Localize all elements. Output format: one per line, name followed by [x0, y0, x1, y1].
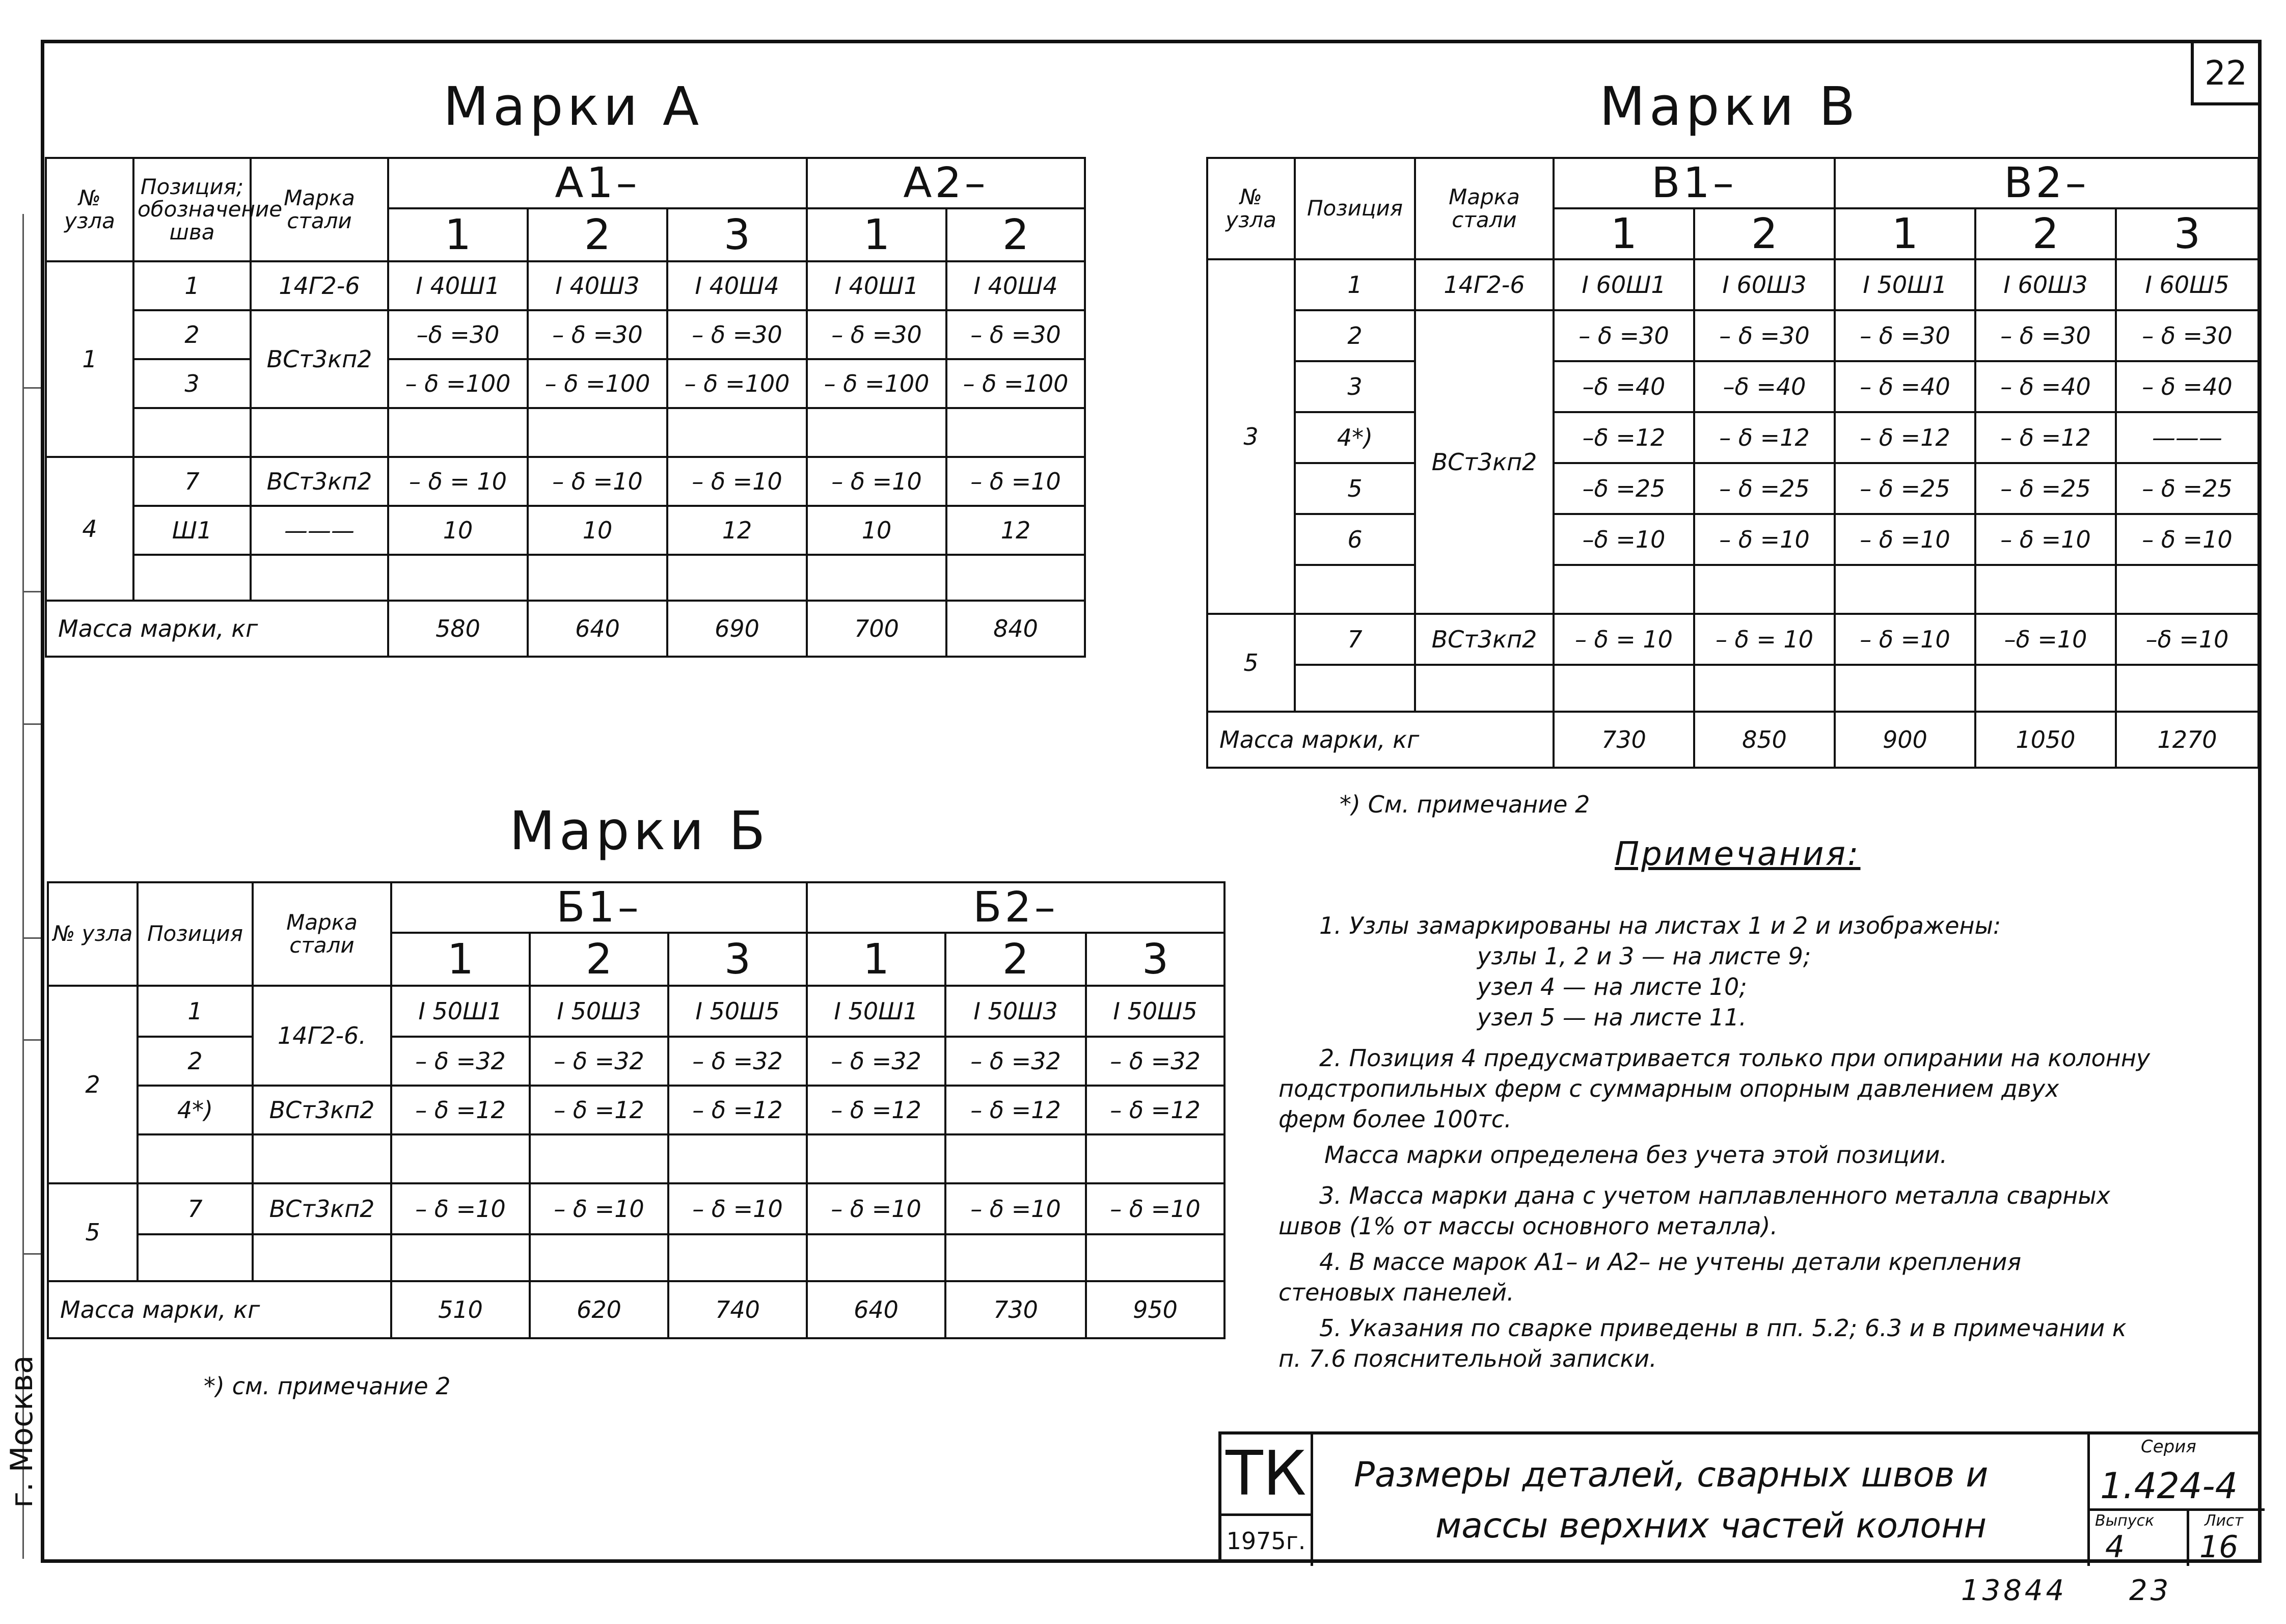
cell-value: – δ =40 — [1835, 361, 1975, 412]
cell-position: 2 — [138, 1037, 253, 1086]
drawing-title-line2: массы верхних частей колонн — [1435, 1506, 1987, 1546]
cell-value: ——— — [2116, 412, 2258, 463]
cell-position: 1 — [138, 986, 253, 1037]
subcol: 2 — [528, 208, 667, 261]
table-row-empty — [46, 555, 1085, 601]
mass-label: Масса марки, кг — [48, 1281, 391, 1338]
mass-label: Масса марки, кг — [1207, 712, 1554, 768]
cell-value: – δ =10 — [1835, 514, 1975, 565]
cell-empty — [668, 1134, 807, 1183]
year-text: 1975г. — [1226, 1527, 1306, 1555]
cell-value: – δ =10 — [807, 457, 946, 506]
margin-tick — [22, 937, 41, 939]
subcol: 1 — [1835, 208, 1975, 259]
cell-value: –δ =40 — [1554, 361, 1694, 412]
table-row — [1207, 514, 2258, 565]
cell-value: – δ =10 — [668, 1183, 807, 1234]
notes-title-text: Примечания: — [1615, 835, 1861, 873]
cell-value: – δ =10 — [1835, 614, 1975, 665]
cell-empty — [667, 555, 807, 601]
drawing-title-line1: Размеры деталей, сварных швов и — [1354, 1455, 1989, 1495]
margin-tick — [22, 387, 41, 389]
cell-empty — [946, 555, 1085, 601]
cell-mass: 850 — [1694, 712, 1835, 768]
cell-value: – δ =25 — [2116, 463, 2258, 514]
cell-empty — [945, 1234, 1086, 1281]
cell-steel: ВСт3кп2 — [253, 1086, 391, 1134]
cell-value: – δ =10 — [528, 457, 667, 506]
header-node: № узла — [46, 158, 133, 261]
margin-tick — [22, 723, 41, 725]
series-box — [2087, 1434, 2265, 1511]
cell-mass: 730 — [1554, 712, 1694, 768]
cell-value: – δ =30 — [1554, 310, 1694, 361]
cell-value: I 60Ш3 — [1694, 259, 1835, 310]
note-line: 4. В массе марок А1– и А2– не учтены детали крепления — [1319, 1248, 2022, 1276]
cell-value: – δ =10 — [1975, 514, 2116, 565]
cell-value: I 50Ш3 — [530, 986, 668, 1037]
cell-value: I 60Ш1 — [1554, 259, 1694, 310]
margin-tick — [22, 1253, 41, 1255]
cell-value: – δ = 10 — [1554, 614, 1694, 665]
note-line: подстропильных ферм с суммарным опорным давлением двух — [1278, 1075, 2059, 1102]
table-marks-v — [1206, 157, 2260, 769]
note-line: Масса марки определена без учета этой позиции. — [1324, 1141, 1948, 1169]
subcol: 2 — [945, 933, 1086, 986]
note-line: узел 4 — на листе 10; — [1477, 973, 1747, 1000]
margin-tick — [22, 591, 41, 592]
cell-value: I 50Ш5 — [1086, 986, 1224, 1037]
cell-steel: ВСт3кп2 — [251, 457, 388, 506]
header-steel: Марка стали — [253, 882, 391, 986]
cell-empty — [1415, 665, 1554, 712]
cell-value: – δ =12 — [668, 1086, 807, 1134]
note-line: ферм более 100тс. — [1278, 1105, 1512, 1133]
cell-position: 6 — [1295, 514, 1415, 565]
cell-value: I 40Ш3 — [528, 261, 667, 310]
table-row — [48, 1037, 1224, 1086]
cell-mass: 1270 — [2116, 712, 2258, 768]
note-line: 5. Указания по сварке приведены в пп. 5.2; 6.3 и в примечании к — [1319, 1314, 2127, 1342]
cell-position: 2 — [1295, 310, 1415, 361]
subcol: 1 — [391, 933, 530, 986]
table-row-mass — [46, 601, 1085, 657]
cell-value: – δ =30 — [807, 310, 946, 359]
cell-position: 4*) — [1295, 412, 1415, 463]
header-steel: Марка стали — [1415, 158, 1554, 259]
cell-value: 12 — [667, 506, 807, 555]
cell-value: –δ =40 — [1694, 361, 1835, 412]
inventory-number: 13844 — [1961, 1574, 2067, 1607]
cell-mass: 730 — [945, 1281, 1086, 1338]
subcol: 1 — [807, 208, 946, 261]
cell-position: 2 — [133, 310, 251, 359]
cell-empty — [1554, 665, 1694, 712]
header-node: № узла — [48, 882, 138, 986]
cell-node: 5 — [48, 1183, 138, 1281]
cell-position: Ш1 — [133, 506, 251, 555]
issue-box — [2087, 1511, 2189, 1566]
margin-tick — [22, 1039, 41, 1041]
cell-value: – δ =32 — [668, 1037, 807, 1086]
cell-empty — [807, 408, 946, 457]
cell-value: – δ =12 — [1975, 412, 2116, 463]
issue-value: 4 — [2105, 1529, 2125, 1565]
cell-empty — [253, 1134, 391, 1183]
series-label: Серия — [2141, 1437, 2196, 1457]
cell-value: – δ =30 — [2116, 310, 2258, 361]
cell-value: – δ =30 — [667, 310, 807, 359]
page-number: 23 — [2129, 1574, 2172, 1607]
cell-value: – δ =10 — [667, 457, 807, 506]
cell-position: 3 — [1295, 361, 1415, 412]
cell-value: – δ =12 — [1086, 1086, 1224, 1134]
cell-value: I 50Ш3 — [945, 986, 1086, 1037]
cell-value: –δ =10 — [1554, 514, 1694, 565]
cell-empty — [807, 555, 946, 601]
issue-label: Выпуск — [2095, 1512, 2155, 1530]
cell-value: – δ =32 — [391, 1037, 530, 1086]
cell-node: 2 — [48, 986, 138, 1183]
cell-position: 5 — [1295, 463, 1415, 514]
cell-empty — [391, 1234, 530, 1281]
sheet-box — [2189, 1511, 2265, 1566]
cell-mass: 840 — [946, 601, 1085, 657]
table-marks-b — [47, 881, 1226, 1339]
header-group-v2: В2– — [1835, 158, 2258, 208]
cell-empty — [807, 1234, 945, 1281]
cell-mass: 580 — [388, 601, 528, 657]
cell-value: – δ = 10 — [388, 457, 528, 506]
cell-empty — [530, 1134, 668, 1183]
cell-empty — [1835, 565, 1975, 614]
cell-mass: 640 — [528, 601, 667, 657]
table-row — [48, 986, 1224, 1037]
cell-steel: ВСт3кп2 — [251, 310, 388, 408]
cell-value: I 40Ш1 — [807, 261, 946, 310]
table-row — [1207, 310, 2258, 361]
cell-steel: ВСт3кп2 — [1415, 310, 1554, 614]
cell-value: –δ =10 — [2116, 614, 2258, 665]
cell-empty — [528, 408, 667, 457]
cell-value: – δ =40 — [2116, 361, 2258, 412]
cell-value: – δ =25 — [1694, 463, 1835, 514]
table-row-empty — [1207, 565, 2258, 614]
header-group-b1: Б1– — [391, 882, 807, 933]
sheet-number: 22 — [2191, 43, 2258, 105]
cell-value: I 50Ш1 — [391, 986, 530, 1037]
subcol: 1 — [807, 933, 945, 986]
cell-value: – δ =100 — [667, 359, 807, 408]
cell-value: – δ =40 — [1975, 361, 2116, 412]
header-position: Позиция — [138, 882, 253, 986]
cell-value: – δ =10 — [530, 1183, 668, 1234]
cell-value: I 40Ш4 — [946, 261, 1085, 310]
cell-empty — [528, 555, 667, 601]
cell-value: – δ =10 — [1086, 1183, 1224, 1234]
table-row — [1207, 412, 2258, 463]
title-block — [1218, 1431, 2262, 1563]
cell-value: – δ = 10 — [1694, 614, 1835, 665]
table-row-empty — [48, 1134, 1224, 1183]
cell-empty — [1554, 565, 1694, 614]
cell-steel: ——— — [251, 506, 388, 555]
subcol: 3 — [1086, 933, 1224, 986]
table-row — [46, 457, 1085, 506]
cell-empty — [2116, 565, 2258, 614]
cell-value: I 50Ш5 — [668, 986, 807, 1037]
header-steel: Марка стали — [251, 158, 388, 261]
cell-empty — [2116, 665, 2258, 712]
table-row — [48, 1086, 1224, 1134]
footnote-b: *) см. примечание 2 — [204, 1372, 451, 1400]
title-marks-b: Марки Б — [509, 800, 770, 862]
table-row-empty — [46, 408, 1085, 457]
header-position: Позиция — [1295, 158, 1415, 259]
cell-node: 3 — [1207, 259, 1295, 614]
cell-value: – δ =12 — [391, 1086, 530, 1134]
title-marks-a: Марки А — [443, 75, 703, 138]
cell-empty — [1694, 665, 1835, 712]
cell-value: – δ =10 — [807, 1183, 945, 1234]
subcol: 2 — [530, 933, 668, 986]
cell-steel: 14Г2-6 — [1415, 259, 1554, 310]
cell-empty — [1295, 665, 1415, 712]
cell-value: I 60Ш3 — [1975, 259, 2116, 310]
cell-value: 12 — [946, 506, 1085, 555]
cell-value: I 60Ш5 — [2116, 259, 2258, 310]
cell-mass: 900 — [1835, 712, 1975, 768]
cell-value: – δ =100 — [807, 359, 946, 408]
header-node: № узла — [1207, 158, 1295, 259]
cell-value: – δ =12 — [1694, 412, 1835, 463]
series-value: 1.424-4 — [2100, 1465, 2238, 1507]
cell-mass: 740 — [668, 1281, 807, 1338]
table-row — [1207, 463, 2258, 514]
cell-value: 10 — [807, 506, 946, 555]
header-group-b2: Б2– — [807, 882, 1224, 933]
subcol: 2 — [1694, 208, 1835, 259]
cell-value: – δ =12 — [530, 1086, 668, 1134]
cell-empty — [1975, 665, 2116, 712]
cell-value: – δ =30 — [1694, 310, 1835, 361]
cell-empty — [133, 555, 251, 601]
city-label — [4, 1304, 40, 1508]
cell-position: 1 — [133, 261, 251, 310]
footnote-v: *) См. примечание 2 — [1340, 791, 1590, 818]
table-row — [48, 1183, 1224, 1234]
cell-empty — [1086, 1234, 1224, 1281]
cell-empty — [138, 1134, 253, 1183]
cell-position: 7 — [138, 1183, 253, 1234]
subcol: 2 — [1975, 208, 2116, 259]
title-marks-v: Марки В — [1599, 75, 1860, 138]
cell-value: – δ =10 — [391, 1183, 530, 1234]
cell-mass: 700 — [807, 601, 946, 657]
cell-mass: 620 — [530, 1281, 668, 1338]
cell-empty — [388, 408, 528, 457]
table-row — [46, 359, 1085, 408]
table-row — [1207, 259, 2258, 310]
cell-value: – δ =100 — [388, 359, 528, 408]
cell-value: I 40Ш1 — [388, 261, 528, 310]
cell-mass: 1050 — [1975, 712, 2116, 768]
table-row — [1207, 614, 2258, 665]
subcol: 3 — [667, 208, 807, 261]
note-line: стеновых панелей. — [1278, 1279, 1514, 1306]
cell-steel: 14Г2-6 — [251, 261, 388, 310]
note-line: 3. Масса марки дана с учетом наплавленного металла сварных — [1319, 1182, 2110, 1209]
cell-steel: ВСт3кп2 — [253, 1183, 391, 1234]
table-row — [1207, 361, 2258, 412]
note-line: п. 7.6 пояснительной записки. — [1278, 1345, 1657, 1372]
subcol: 1 — [1554, 208, 1694, 259]
header-group-a2: А2– — [807, 158, 1085, 208]
org-text: ТК — [1226, 1439, 1307, 1509]
cell-value: –δ =30 — [388, 310, 528, 359]
note-line: 2. Позиция 4 предусматривается только при опирании на колонну — [1319, 1044, 2151, 1072]
table-marks-a — [45, 157, 1086, 658]
city-text: г. Москва — [4, 1355, 40, 1508]
cell-value: – δ =100 — [528, 359, 667, 408]
cell-empty — [668, 1234, 807, 1281]
cell-node: 4 — [46, 457, 133, 601]
cell-position: 7 — [1295, 614, 1415, 665]
table-row-empty — [48, 1234, 1224, 1281]
sheet-value: 16 — [2199, 1529, 2239, 1565]
cell-empty — [251, 408, 388, 457]
note-line: узел 5 — на листе 11. — [1477, 1004, 1747, 1031]
cell-steel: 14Г2-6. — [253, 986, 391, 1086]
cell-empty — [251, 555, 388, 601]
table-row — [46, 506, 1085, 555]
subcol: 2 — [946, 208, 1085, 261]
cell-mass: 640 — [807, 1281, 945, 1338]
cell-node: 1 — [46, 261, 133, 457]
cell-empty — [1694, 565, 1835, 614]
cell-empty — [1295, 565, 1415, 614]
cell-position: 1 — [1295, 259, 1415, 310]
cell-empty — [530, 1234, 668, 1281]
cell-empty — [391, 1134, 530, 1183]
cell-value: – δ =12 — [807, 1086, 945, 1134]
table-row — [46, 310, 1085, 359]
header-group-v1: В1– — [1554, 158, 1835, 208]
cell-value: – δ =32 — [1086, 1037, 1224, 1086]
cell-value: I 50Ш1 — [807, 986, 945, 1037]
table-row — [46, 261, 1085, 310]
cell-value: – δ =12 — [1835, 412, 1975, 463]
subcol: 3 — [668, 933, 807, 986]
table-row-empty — [1207, 665, 2258, 712]
cell-value: 10 — [388, 506, 528, 555]
cell-empty — [946, 408, 1085, 457]
cell-value: – δ =30 — [1975, 310, 2116, 361]
year-box — [1221, 1516, 1313, 1566]
cell-empty — [133, 408, 251, 457]
cell-value: – δ =25 — [1975, 463, 2116, 514]
cell-value: – δ =32 — [945, 1037, 1086, 1086]
subcol: 1 — [388, 208, 528, 261]
cell-value: – δ =25 — [1835, 463, 1975, 514]
cell-value: – δ =10 — [1694, 514, 1835, 565]
cell-value: I 40Ш4 — [667, 261, 807, 310]
note-line: 1. Узлы замаркированы на листах 1 и 2 и изображены: — [1319, 912, 2001, 939]
cell-value: – δ =12 — [945, 1086, 1086, 1134]
cell-value: – δ =100 — [946, 359, 1085, 408]
org-box — [1221, 1434, 1313, 1516]
cell-value: – δ =10 — [945, 1183, 1086, 1234]
table-row-mass — [1207, 712, 2258, 768]
header-position: Позиция; обозначение шва — [133, 158, 251, 261]
cell-value: – δ =10 — [946, 457, 1085, 506]
cell-empty — [1835, 665, 1975, 712]
cell-steel: ВСт3кп2 — [1415, 614, 1554, 665]
notes-title — [1615, 835, 1861, 873]
header-group-a1: А1– — [388, 158, 807, 208]
cell-mass: 510 — [391, 1281, 530, 1338]
note-line: швов (1% от массы основного металла). — [1278, 1212, 1778, 1240]
cell-value: –δ =12 — [1554, 412, 1694, 463]
cell-value: – δ =10 — [2116, 514, 2258, 565]
cell-position: 7 — [133, 457, 251, 506]
cell-empty — [945, 1134, 1086, 1183]
cell-mass: 690 — [667, 601, 807, 657]
cell-value: – δ =30 — [528, 310, 667, 359]
cell-node: 5 — [1207, 614, 1295, 712]
cell-empty — [1086, 1134, 1224, 1183]
cell-value: –δ =25 — [1554, 463, 1694, 514]
cell-mass: 950 — [1086, 1281, 1224, 1338]
cell-position: 3 — [133, 359, 251, 408]
cell-empty — [253, 1234, 391, 1281]
cell-value: – δ =32 — [530, 1037, 668, 1086]
cell-value: – δ =30 — [1835, 310, 1975, 361]
cell-value: I 50Ш1 — [1835, 259, 1975, 310]
cell-empty — [667, 408, 807, 457]
cell-empty — [1975, 565, 2116, 614]
cell-empty — [807, 1134, 945, 1183]
subcol: 3 — [2116, 208, 2258, 259]
cell-empty — [138, 1234, 253, 1281]
cell-empty — [388, 555, 528, 601]
cell-value: – δ =32 — [807, 1037, 945, 1086]
table-row-mass — [48, 1281, 1224, 1338]
mass-label: Масса марки, кг — [46, 601, 388, 657]
sheet-label: Лист — [2205, 1512, 2244, 1530]
cell-value: – δ =30 — [946, 310, 1085, 359]
note-line: узлы 1, 2 и 3 — на листе 9; — [1477, 942, 1811, 970]
cell-value: 10 — [528, 506, 667, 555]
cell-position: 4*) — [138, 1086, 253, 1134]
cell-value: –δ =10 — [1975, 614, 2116, 665]
